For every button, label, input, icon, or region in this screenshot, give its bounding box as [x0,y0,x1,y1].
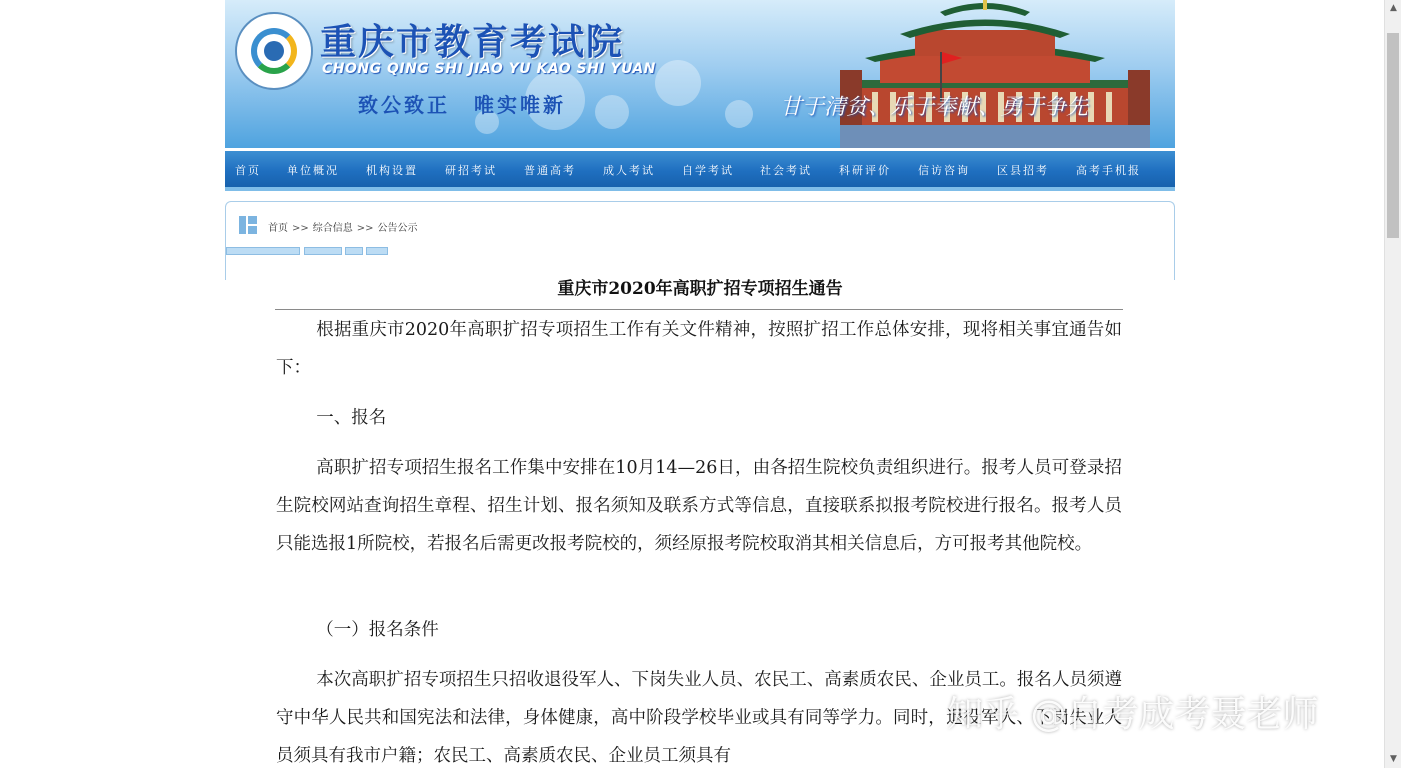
article-subsection-heading: （一）报名条件 [316,620,439,640]
vertical-scrollbar[interactable] [1384,0,1401,768]
breadcrumb [268,219,418,234]
nav-self-study-exam[interactable]: 自学考试 [682,164,734,177]
nav-gaokao[interactable]: 普通高考 [524,164,576,177]
nav-petition[interactable]: 信访咨询 [918,164,970,177]
nav-home[interactable]: 首页 [235,164,261,177]
breadcrumb-general-info[interactable]: 综合信息 [312,223,353,234]
nav-graduate-exam[interactable]: 研招考试 [445,164,497,177]
zhihu-watermark: 知乎 @自考成考聂老师 [947,694,1319,735]
article-paragraph-intro: 根据重庆市2020年高职扩招专项招生工作有关文件精神，按照扩招工作总体安排，现将相关事宜通告如下： [276,320,1122,378]
nav-district-exam[interactable]: 区县招考 [997,164,1049,177]
nav-social-exam[interactable]: 社会考试 [760,164,812,177]
nav-adult-exam[interactable]: 成人考试 [603,164,655,177]
site-motto: 致公致正 唯实唯新 [358,93,566,117]
breadcrumb-icon [239,216,257,234]
great-hall-illustration [840,0,1150,148]
breadcrumb-separator: >> [292,223,309,234]
article-divider [275,309,1123,310]
site-title-pinyin: CHONG QING SHI JIAO YU KAO SHI YUAN [322,61,656,77]
banner-slogan: 甘于清贫、乐于奉献、勇于争先 [780,95,1089,120]
site-banner [225,0,1175,148]
scroll-thumb[interactable] [1387,33,1399,238]
scroll-up-arrow-icon[interactable]: ▲ [1390,3,1397,13]
breadcrumb-home[interactable]: 首页 [268,223,288,234]
site-logo[interactable] [235,12,313,90]
breadcrumb-announcements[interactable]: 公告公示 [377,223,418,234]
breadcrumb-separator: >> [356,223,374,234]
page-container [225,0,1175,768]
article-paragraph-registration: 高职扩招专项招生报名工作集中安排在10月14—26日，由各招生院校负责组织进行。报考人员可登录招生院校网站查询招生章程、招生计划、报名须知及联系方式等信息，直接联系拟报考院校进行报名。报考人员只能选报1所院校，若报名后需更改报考院校的，须经原报考院校取消其相关信息后，方可报考其他院校。 [276,458,1122,554]
nav-mobile-news[interactable]: 高考手机报 [1076,164,1141,177]
article-paragraph-conditions: 本次高职扩招专项招生只招收退役军人、下岗失业人员、农民工、高素质农民、企业员工。报名人员须遵守中华人民共和国宪法和法律，身体健康，高中阶段学校毕业或具有同等学力。同时，退役军人、下岗失业人员须具有我市户籍；农民工、高素质农民、企业员工须具有 [276,670,1122,766]
nav-research[interactable]: 科研评价 [839,164,891,177]
article-section-heading: 一、报名 [316,408,387,428]
breadcrumb-panel [225,201,1175,280]
scroll-down-arrow-icon[interactable]: ▼ [1390,754,1397,764]
main-nav [225,148,1175,191]
nav-organization[interactable]: 机构设置 [366,164,418,177]
nav-unit-overview[interactable]: 单位概况 [287,164,339,177]
article-title: 重庆市2020年高职扩招专项招生通告 [557,279,843,299]
site-title: 重庆市教育考试院 [320,21,625,63]
